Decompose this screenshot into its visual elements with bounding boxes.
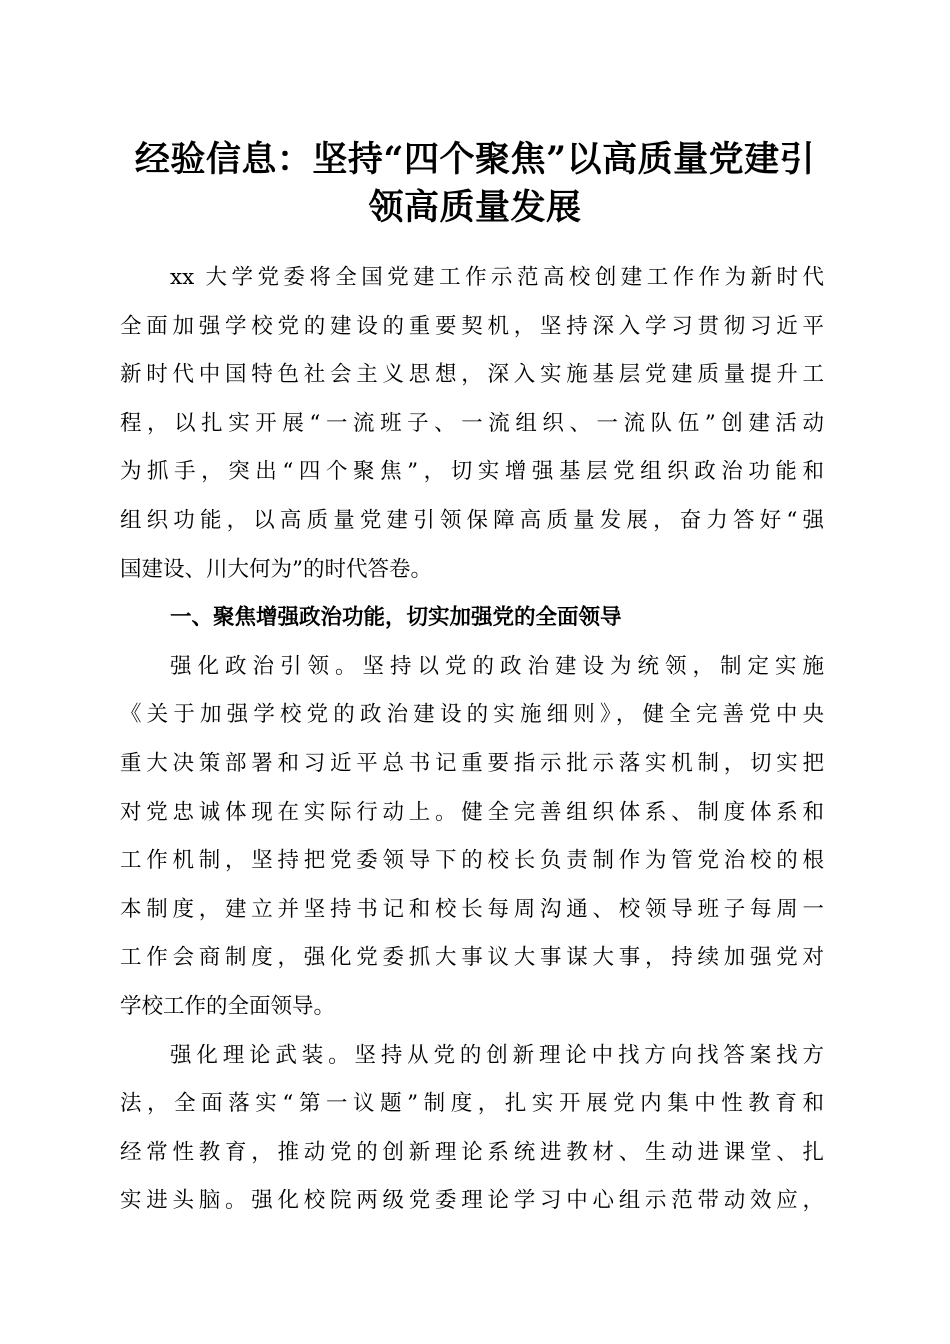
paragraph-line: 为抓手，突出“四个聚焦”，切实增强基层党组织政治功能和 xyxy=(120,459,824,485)
document-body xyxy=(120,254,824,1226)
paragraph-line: 国建设、川大何为”的时代答卷。 xyxy=(120,556,432,582)
paragraph xyxy=(120,643,824,1032)
paragraph-line: 强化政治引领。坚持以党的政治建设为统领，制定实施 xyxy=(170,653,824,679)
paragraph-line: 程，以扎实开展“一流班子、一流组织、一流队伍”创建活动 xyxy=(120,410,824,436)
paragraph-line: 《关于加强学校党的政治建设的实施细则》，健全完善党中央 xyxy=(120,702,824,728)
section-heading: 一、聚焦增强政治功能，切实加强党的全面领导 xyxy=(170,605,622,631)
paragraph-line: 法，全面落实“第一议题”制度，扎实开展党内集中性教育和 xyxy=(120,1091,824,1117)
document-title-line-2: 领高质量发展 xyxy=(368,187,582,228)
paragraph-line: 全面加强学校党的建设的重要契机，坚持深入学习贯彻习近平 xyxy=(120,313,824,339)
paragraph-line: 经常性教育，推动党的创新理论系统进教材、生动进课堂、扎 xyxy=(120,1139,824,1165)
paragraph-line: 本制度，建立并坚持书记和校长每周沟通、校领导班子每周一 xyxy=(120,896,824,922)
paragraph-line: 对党忠诚体现在实际行动上。健全完善组织体系、制度体系和 xyxy=(120,799,824,825)
paragraph-line: 工作会商制度，强化党委抓大事议大事谋大事，持续加强党对 xyxy=(120,945,824,971)
paragraph-line: 学校工作的全面领导。 xyxy=(120,993,336,1019)
paragraph xyxy=(120,1032,824,1226)
paragraph-line: 重大决策部署和习近平总书记重要指示批示落实机制，切实把 xyxy=(120,750,824,776)
paragraph-line: 强化理论武装。坚持从党的创新理论中找方向找答案找方 xyxy=(170,1042,824,1068)
paragraph-line: 组织功能，以高质量党建引领保障高质量发展，奋力答好“强 xyxy=(120,507,824,533)
paragraph-line: 实进头脑。强化校院两级党委理论学习中心组示范带动效应， xyxy=(120,1188,824,1214)
paragraph-line: 新时代中国特色社会主义思想，深入实施基层党建质量提升工 xyxy=(120,362,824,388)
document-title-line-1: 经验信息：坚持“四个聚焦”以高质量党建引 xyxy=(134,139,816,180)
paragraph-line: xx 大学党委将全国党建工作示范高校创建工作作为新时代 xyxy=(170,265,824,290)
paragraph-line: 工作机制，坚持把党委领导下的校长负责制作为管党治校的根 xyxy=(120,848,824,874)
paragraph xyxy=(120,254,824,594)
